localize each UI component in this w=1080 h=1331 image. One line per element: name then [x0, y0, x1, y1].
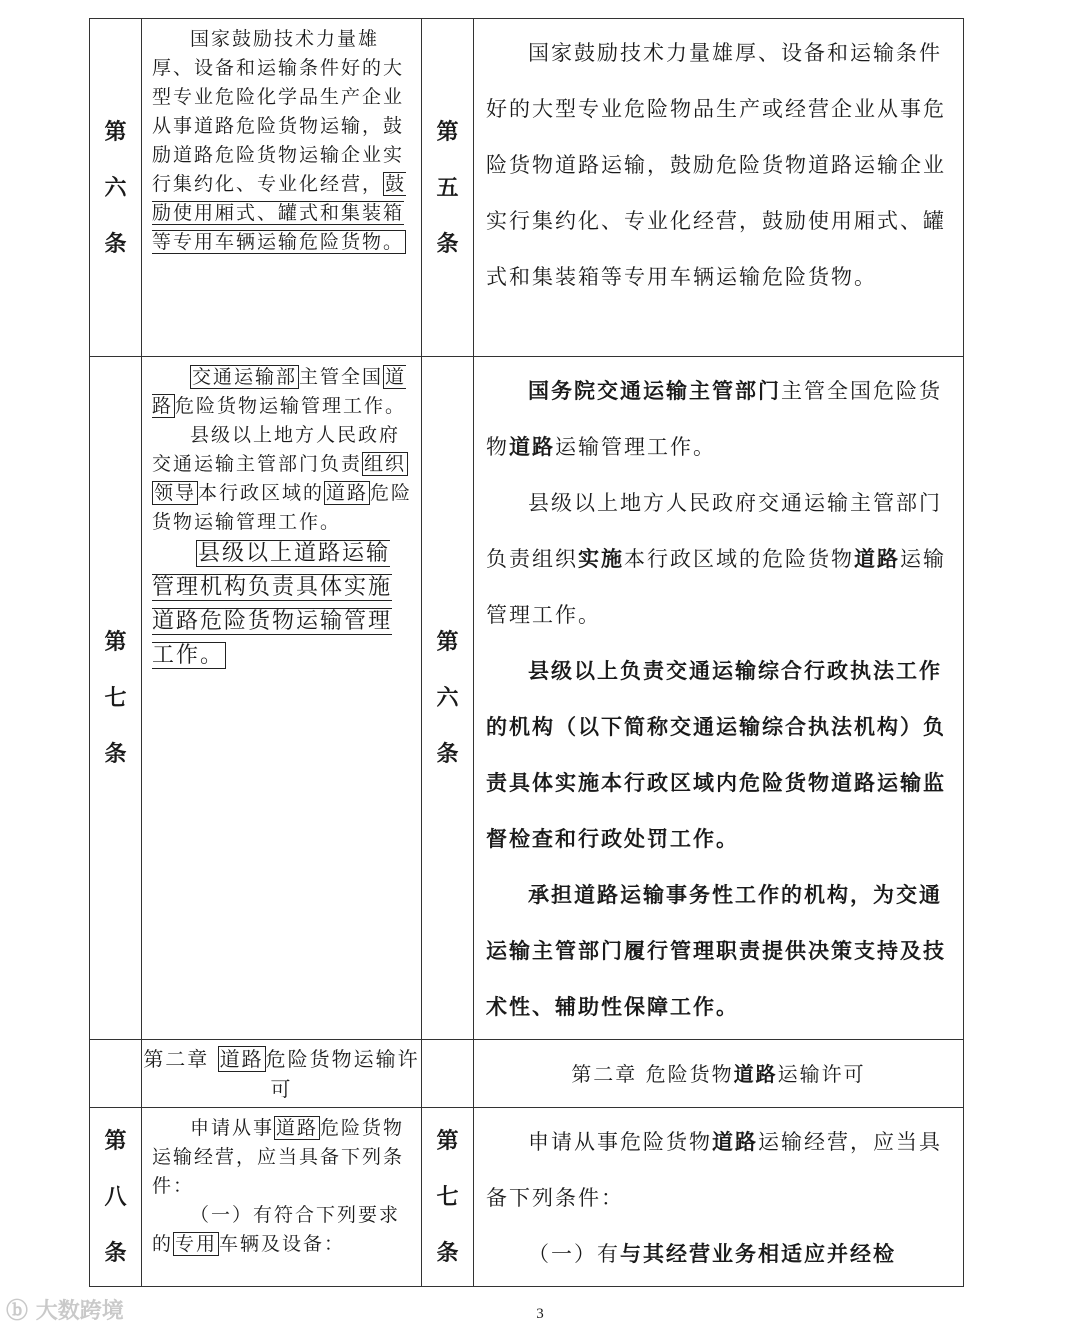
new-chapter-title: 第二章 危险货物道路运输许可: [474, 1040, 964, 1108]
boxed-change: 县级以上道路运输管理机构负责具体实施道路危险货物运输管理工作。: [152, 541, 393, 668]
old-article-text: 国家鼓励技术力量雄厚、设备和运输条件好的大型专业危险化学品生产企业从事道路危险货物运输，鼓励道路危险货物运输企业实行集约化、专业化经营， 鼓励使用厢式、罐式和集装箱等专用车辆运输危险货物。: [142, 19, 422, 357]
table-row: [90, 1108, 964, 1287]
old-chapter-title: 第二章 道路 危险货物运输许可: [142, 1040, 422, 1108]
new-article-number: 第 七 条: [422, 1108, 474, 1287]
new-article-number: 第 五 条: [422, 19, 474, 357]
empty-cell: [90, 1040, 142, 1108]
new-article-text: 国务院交通运输主管部门主管全国危险货物道路运输管理工作。 县级以上地方人民政府交通运输主管部门负责组织实施本行政区域的危险货物道路运输管理工作。 县级以上负责交通运输综合行政执法工作的机构（以下简称交通运输综合执法机构）负责具体实施本行政区域内危险货物道路运输监督检查和行政处罚工作。 承担道路运输事务性工作的机构，为交通运输主管部门履行管理职责提供决策支持及技术性、辅助性保障工作。: [474, 357, 964, 1040]
comparison-table: [89, 18, 964, 1287]
new-article-number: 第 六 条: [422, 357, 474, 1040]
table-row: [90, 357, 964, 1040]
watermark-logo: ⓑ 大数跨境: [6, 1299, 124, 1324]
table-row: [90, 19, 964, 357]
old-article-text: 交通运输部 主管全国 道路 危险货物运输管理工作。 县级以上地方人民政府交通运输主管部门负责 组织领导 本行政区域的 道路 危险货物运输管理工作。 县级以上道路运输管理机构负责具体实施道路危险货物运输管理工作。: [142, 357, 422, 1040]
old-article-text: 申请从事 道路 危险货物运输经营，应当具备下列条件： （一）有符合下列要求的 专用 车辆及设备：: [142, 1108, 422, 1287]
empty-cell: [422, 1040, 474, 1108]
old-article-number: 第 八 条: [90, 1108, 142, 1287]
table-row: [90, 1040, 964, 1108]
page-number: 3: [536, 1306, 544, 1322]
new-article-text: 申请从事危险货物道路运输经营，应当具备下列条件： （一）有与其经营业务相适应并经检: [474, 1108, 964, 1287]
boxed-change: 鼓励使用厢式、罐式和集装箱等专用车辆运输危险货物。: [152, 173, 407, 253]
old-article-number: 第 六 条: [90, 19, 142, 357]
old-article-number: 第 七 条: [90, 357, 142, 1040]
new-article-text: 国家鼓励技术力量雄厚、设备和运输条件好的大型专业危险物品生产或经营企业从事危险货物道路运输，鼓励危险货物道路运输企业实行集约化、专业化经营，鼓励使用厢式、罐式和集装箱等专用车辆运输危险货物。: [474, 19, 964, 357]
logo-icon: ⓑ: [6, 1299, 29, 1324]
